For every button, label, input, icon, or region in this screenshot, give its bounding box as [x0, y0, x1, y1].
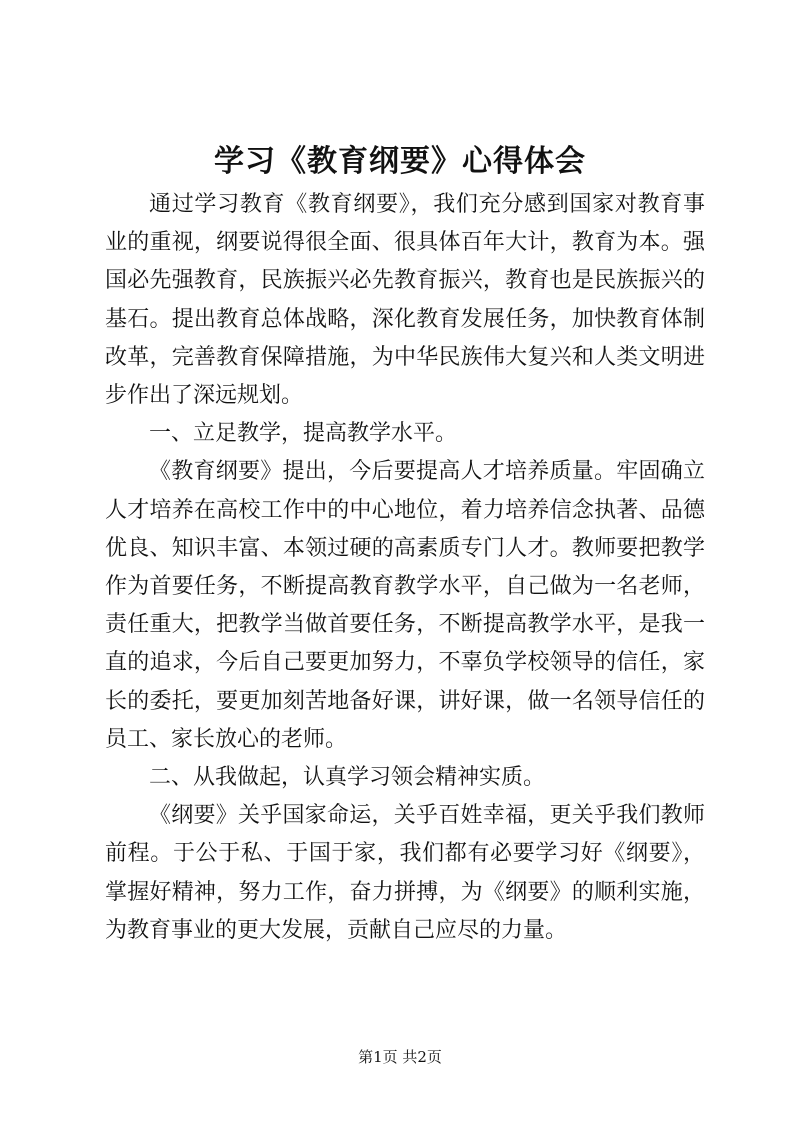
paragraph-section-2: 《纲要》关乎国家命运，关乎百姓幸福，更关乎我们教师前程。于公于私、于国于家，我们都有必要学习好《纲要》，掌握好精神，努力工作，奋力拼搏，为《纲要》的顺利实施，为教育事业的更大发展，贡献自己应尽的力量。 [105, 803, 705, 943]
document-title: 学习《教育纲要》心得体会 [214, 144, 586, 179]
document-body [105, 186, 705, 950]
section-heading-1: 一、立足教学，提高教学水平。 [149, 421, 458, 447]
paragraph-intro: 通过学习教育《教育纲要》，我们充分感到国家对教育事业的重视，纲要说得很全面、很具体百年大计，教育为本。强国必先强教育，民族振兴必先教育振兴，教育也是民族振兴的基石。提出教育总体战略，深化教育发展任务，加快教育体制改革，完善教育保障措施，为中华民族伟大复兴和人类文明进步作出了深远规划。 [105, 192, 705, 409]
section-heading-2: 二、从我做起，认真学习领会精神实质。 [149, 765, 546, 791]
paragraph-section-1: 《教育纲要》提出，今后要提高人才培养质量。牢固确立人才培养在高校工作中的中心地位，着力培养信念执著、品德优良、知识丰富、本领过硬的高素质专门人才。教师要把教学作为首要任务，不断提高教育教学水平，自己做为一名老师，责任重大，把教学当做首要任务，不断提高教学水平，是我一直的追求，今后自己要更加努力，不辜负学校领导的信任，家长的委托，要更加刻苦地备好课，讲好课，做一名领导信任的员工、家长放心的老师。 [105, 459, 705, 752]
page-number-footer: 第1页 共2页 [358, 1048, 442, 1066]
